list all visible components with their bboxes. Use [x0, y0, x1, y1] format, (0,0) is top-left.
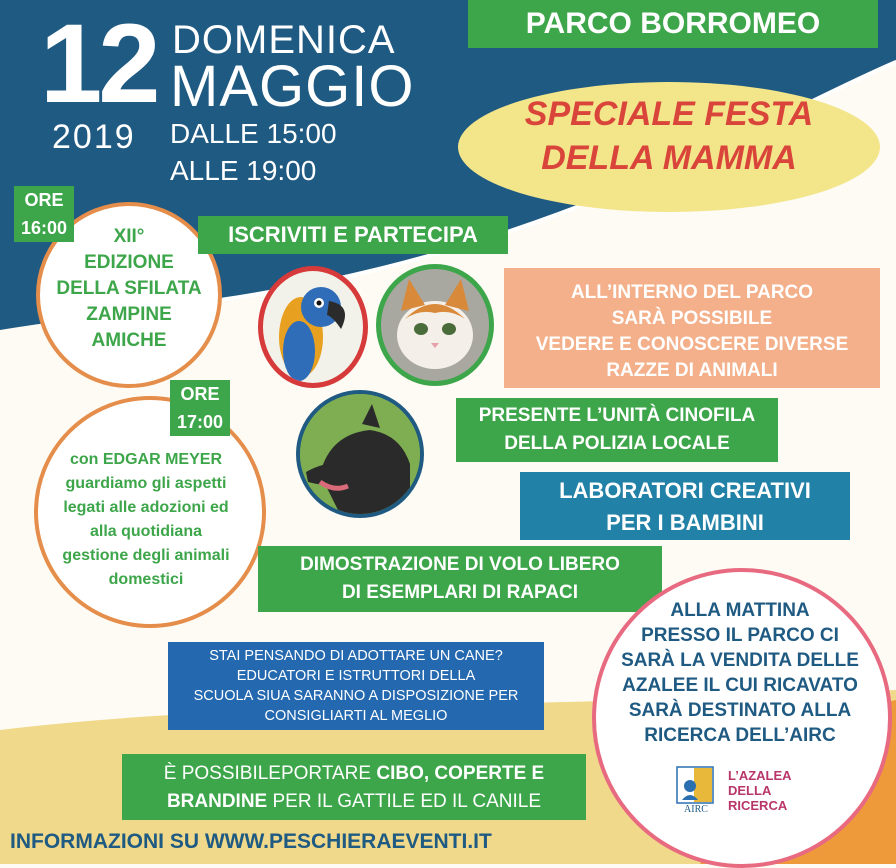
donations-box	[122, 754, 586, 820]
event1-line: DELLA SFILATA	[56, 278, 202, 299]
event2-time-label: ORE	[180, 384, 220, 404]
airc-label: AIRC	[684, 804, 708, 815]
donations-text: PER IL GATTILE ED IL CANILE	[267, 791, 542, 812]
parrot-icon	[263, 271, 363, 383]
creative-labs-box	[520, 472, 850, 540]
animals-info-line: SARÀ POSSIBILE	[611, 308, 773, 329]
donations-bold: BRANDINE	[166, 791, 268, 812]
adoption-line: EDUCATORI E ISTRUTTORI DELLA	[236, 668, 476, 684]
event-month: MAGGIO	[170, 54, 415, 119]
event2-time-value: 17:00	[176, 412, 224, 432]
donations-line-1	[122, 760, 586, 788]
raptor-flight-line: DIMOSTRAZIONE DI VOLO LIBERO	[300, 554, 620, 575]
azalea-line: SARÀ DESTINATO ALLA	[628, 700, 852, 721]
adoption-line: CONSIGLIARTI AL MEGLIO	[264, 708, 448, 724]
police-dog-line: PRESENTE L’UNITÀ CINOFILA	[478, 405, 756, 426]
azalea-brand-line: DELLA	[728, 783, 772, 798]
event-day: 12	[40, 1, 157, 126]
adoption-line: SCUOLA SIUA SARANNO A DISPOSIZIONE PER	[193, 688, 519, 704]
special-line-1: SPECIALE FESTA	[524, 95, 814, 133]
event2-line: gestione degli animali	[62, 547, 230, 564]
event1-line: ZAMPINE	[86, 304, 172, 325]
event2-line: legati alle adozioni ed	[63, 499, 229, 516]
donations-line-2	[122, 788, 586, 816]
azalea-description	[598, 598, 882, 748]
event2-time	[170, 380, 230, 436]
donations-text: È POSSIBILEPORTARE	[163, 763, 377, 784]
azalea-brand-line: RICERCA	[728, 798, 788, 813]
special-title	[458, 92, 880, 180]
dog-icon	[300, 394, 420, 514]
adoption-info-box	[168, 642, 544, 730]
creative-labs-line: LABORATORI CREATIVI	[559, 478, 811, 503]
event-weekday: DOMENICA	[172, 18, 396, 62]
raptor-flight-line: DI ESEMPLARI DI RAPACI	[341, 582, 579, 603]
azalea-line: PRESSO IL PARCO CI	[641, 625, 839, 646]
azalea-brand	[728, 768, 792, 813]
event2-description	[40, 448, 252, 592]
event1-time	[14, 186, 74, 242]
event1-time-label: ORE	[24, 190, 64, 210]
event-time-from: DALLE 15:00	[170, 118, 337, 149]
event1-line: XII°	[113, 226, 145, 247]
azalea-line: SARÀ LA VENDITA DELLE	[621, 650, 859, 671]
signup-banner: ISCRIVITI E PARTECIPA	[198, 216, 508, 254]
event1-time-value: 16:00	[20, 218, 68, 238]
azalea-brand-line: L’AZALEA	[728, 768, 792, 783]
event1-line: AMICHE	[91, 330, 167, 351]
event2-line: domestici	[108, 571, 184, 588]
cat-photo	[376, 264, 494, 386]
azalea-line: RICERCA DELL’AIRC	[644, 725, 836, 746]
event2-line: con EDGAR MEYER	[69, 451, 222, 468]
animals-info-line: VEDERE E CONOSCERE DIVERSE	[535, 334, 849, 355]
animals-info-line: ALL’INTERNO DEL PARCO	[570, 282, 814, 303]
police-dog-line: DELLA POLIZIA LOCALE	[504, 433, 730, 454]
special-line-2: DELLA MAMMA	[541, 139, 797, 177]
dog-photo	[296, 390, 424, 518]
parrot-photo	[258, 266, 368, 388]
event1-line: EDIZIONE	[84, 252, 174, 273]
event1-description	[40, 224, 218, 354]
event2-line: guardiamo gli aspetti	[65, 475, 227, 492]
event-time-to: ALLE 19:00	[170, 155, 317, 186]
animals-info-line: RAZZE DI ANIMALI	[606, 360, 778, 381]
info-footer: INFORMAZIONI SU WWW.PESCHIERAEVENTI.IT	[10, 830, 492, 853]
adoption-line: STAI PENSANDO DI ADOTTARE UN CANE?	[209, 648, 503, 664]
azalea-line: AZALEE IL CUI RICAVATO	[622, 675, 858, 696]
location-title: PARCO BORROMEO	[468, 0, 878, 48]
creative-labs-line: PER I BAMBINI	[606, 510, 764, 535]
event2-line: alla quotidiana	[89, 523, 202, 540]
cat-icon	[381, 269, 489, 381]
donations-bold: CIBO, COPERTE E	[376, 763, 545, 784]
police-dog-unit-box	[456, 398, 778, 462]
azalea-line: ALLA MATTINA	[670, 600, 810, 621]
event-year: 2019	[52, 118, 136, 156]
animals-info-box	[504, 268, 880, 388]
